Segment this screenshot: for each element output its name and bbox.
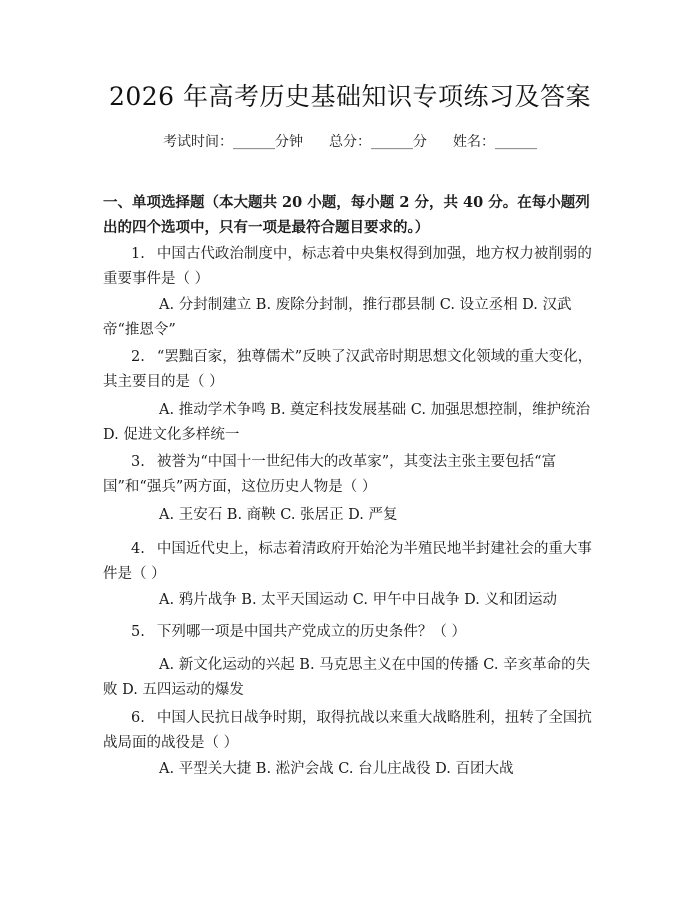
document-title: 2026 年高考历史基础知识专项练习及答案 [108,82,592,111]
question-options: A. 新文化运动的兴起 B. 马克思主义在中国的传播 C. 辛亥革命的失败 D. 五四运动的爆发 [103,657,591,698]
question-options: A. 王安石 B. 商鞅 C. 张居正 D. 严复 [159,507,398,523]
question-text: 中国人民抗日战争时期，取得抗战以来重大战略胜利，扭转了全国抗战局面的战役是（ ） [103,710,592,751]
question-stem [103,242,600,292]
question-options: A. 分封制建立 B. 废除分封制，推行郡县制 C. 设立丞相 D. 汉武帝“推恩令” [103,297,572,338]
question-number: 6. [131,710,145,726]
question-stem [103,620,600,645]
question-stem [103,450,600,500]
question-number: 5. [131,624,145,640]
question-options: A. 平型关大捷 B. 淞沪会战 C. 台儿庄战役 D. 百团大战 [159,761,514,777]
question-text: 被誉为“中国十一世纪伟大的改革家”，其变法主张主要包括“富国”和“强兵”两方面，这位历史人物是（ ） [103,454,557,495]
student-name-field: 姓名：______ [453,134,537,150]
question-options: A. 推动学术争鸣 B. 奠定科技发展基础 C. 加强思想控制，维护统治 D. 促进文化多样统一 [103,402,591,443]
question-number: 4. [131,541,145,557]
question-stem [103,706,600,756]
question-text: 中国近代史上，标志着清政府开始沦为半殖民地半封建社会的重大事件是（ ） [103,541,592,582]
question-stem [103,537,600,587]
question-stem [103,345,600,395]
question-text: 下列哪一项是中国共产党成立的历史条件？（ ） [156,624,466,640]
exam-info-line [0,131,700,153]
exam-time-field: 考试时间：______分钟 [163,134,303,150]
question-text: “罢黜百家，独尊儒术”反映了汉武帝时期思想文化领域的重大变化，其主要目的是（ ） [103,349,593,390]
question-number: 1. [131,246,145,262]
section-heading: 一、单项选择题（本大题共 20 小题，每小题 2 分，共 40 分。在每小题列出的四个选项中，只有一项是最符合题目要求的。） [103,194,590,236]
question-text: 中国古代政治制度中，标志着中央集权得到加强，地方权力被削弱的重要事件是（ ） [103,246,592,287]
question-options: A. 鸦片战争 B. 太平天国运动 C. 甲午中日战争 D. 义和团运动 [159,592,558,608]
total-score-field: 总分：______分 [329,134,427,150]
question-number: 2. [131,349,145,365]
question-number: 3. [131,454,145,470]
